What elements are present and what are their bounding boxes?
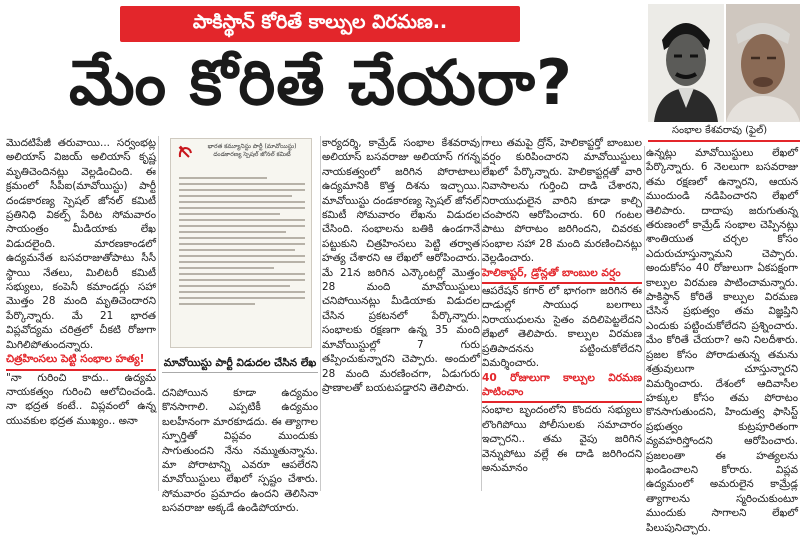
column-1-paragraph: మొదటిపేజీ తరువాయి... సర్వంభట్ల అలియాస్ విజయ్ అలియాస్ కృష్ణ మృతిచెందినట్లు వెల్లడించింది. ఈ క్రమంలో సీపీఐ(మావోయిస్టు) పార్టీ దండకారణ్య స్పెషల్ జోనల్ కమిటీ ప్రతినిధి వికల్ప్ పేరిట సోమవారం సాయంత్రం మీడియాకు లేఖ విడుదలైంది. మారణకాండలో ఉద్యమనేత బసవరాజుతోపాటు సీసీ స్థాయి నేతలు, మిలిటరీ కమిటీ సభ్యులు, కంపెనీ కమాండర్లు సహా మొత్తం 28 మంది మృతిచెందారని పేర్కొన్నారు. మే 21 భారత విప్లవోద్యమ చరిత్రలో చీకటి రోజుగా మిగిలిపోతుందన్నారు.: [6, 137, 156, 351]
column-2-paragraph: దనిపోయిన కూడా ఉద్యమం కొనసాగాలి. ఎప్పటికీ ఉద్యమం బలహీనంగా మారకూడదు. ఈ త్యాగాల స్ఫూర్తితో విప్లవం ముందుకు సాగుతుందని నేను నమ్ముతున్నాను. మా పోరాటాన్ని ఎవరూ ఆపలేరని మావోయిస్టులు లేఖలో స్పష్టం చేశారు. సోమవారం ప్రమాదం ఉందని తెలిసినా బసవరాజు అక్కడే ఉండిపోయారు.: [162, 387, 318, 515]
portrait-photo-old: [726, 4, 800, 122]
portrait-old-icon: [726, 4, 800, 122]
article-column-5: [646, 146, 798, 534]
column-5-paragraph: ఉన్నట్లు మావోయిస్టులు లేఖలో పేర్కొన్నారు. 6 నెలలుగా బసవరాజు తమ రక్షణలో ఉన్నారని, ఆయన ముందుండి నడిపించారని లేఖలో తెలిపారు. దాదాపు జరుగుతున్న తరుణంలో కామ్రేడ్ సంభాల చెప్పినట్లు శాంతియుత చర్చల కోసం ఎదురుచూస్తున్నామని చెప్పారు. అందుకోసం 40 రోజులుగా ఏకపక్షంగా కాల్పుల విరమణ పాటించామన్నారు. పాకిస్థాన్ కోరితే కాల్పుల విరమణ చేసిన ప్రభుత్వం తమ విజ్ఞప్తిని ఎందుకు పట్టించుకోలేదని ప్రశ్నించారు. మేం కోరితే చేయరా? అని నిలదీశారు. ప్రజల కోసం పోరాడుతున్న తమను శత్రువులుగా చూస్తున్నారని విమర్శించారు. దేశంలో ఆదివాసీల హక్కుల కోసం తమ పోరాటం కొనసాగుతుందని, హిందుత్వ ఫాసిస్ట్ ప్రభుత్వం కుట్రపూరితంగా వ్యవహరిస్తోందని ఆరోపించారు. ప్రజలంతా ఈ హత్యలను ఖండించాలని కోరారు. విప్లవ ఉద్యమంలో అమరులైన కామ్రేడ్ల త్యాగాలను స్మరించుకుంటూ ముందుకు సాగాలని లేఖలో పిలుపునిచ్చారు.: [646, 147, 798, 534]
column-3-paragraph: కార్యదర్శి, కామ్రేడ్ సంభాల కేశవరావు అలియాస్ బసవరాజు అలియాస్ గగన్న నాయకత్వంలో జరిగిన పోరాటాలు ఉద్యమానికి కొత్త దిశను ఇచ్చాయి. మావోయిస్టు దండకారణ్య స్పెషల్ జోనల్ కమిటీ సోమవారం లేఖను విడుదల చేసింది. సంభాలను బతికి ఉండగానే పట్టుకుని చిత్రహింసలు పెట్టి తర్వాత హత్య చేశారని ఆ లేఖలో ఆరోపించారు. మే 21న జరిగిన ఎన్కౌంటర్లో మొత్తం 28 మంది మావోయిస్టులు చనిపోయినట్లు మీడియాకు విడుదల చేసిన ప్రకటనలో పేర్కొన్నారు. సంభాలకు రక్షణగా ఉన్న 35 మంది మావోయిస్టుల్లో 7 గురు తప్పించుకున్నారని చెప్పారు. అందులో 28 మంది మరణించగా, ఏడుగురు ప్రాణాలతో బయటపడ్డారని తెలిపారు.: [322, 137, 480, 394]
column-4-paragraph: గాలు తమపై ద్రోన్, హెలికాప్టర్తో బాంబుల వర్షం కురిపించారని మావోయిస్టులు లేఖలో పేర్కొన్నారు. హెలికాప్టర్లతో వారి నివాసాలను గుర్తించి దాడి చేశారని, నిరాయుధులైన వారిని కూడా కాల్చి చంపారని ఆరోపించారు. 60 గంటల పాటు పోరాటం జరిగిందని, చివరకు సంభాల సహా 28 మంది మరణించినట్లు వెల్లడించారు.: [482, 137, 642, 265]
column-divider: [158, 136, 159, 491]
photo-caption: సంభాల కేశవరావు (ఫైల్): [648, 122, 800, 142]
subhead-torture: చిత్రహింసలు పెట్టి సంభాల హత్య!: [6, 352, 156, 370]
portrait-young-icon: [648, 4, 724, 122]
letter-text-lines: [179, 177, 305, 309]
article-column-4: [482, 136, 642, 495]
kicker-banner: పాకిస్థాన్ కోరితే కాల్పుల విరమణ..: [120, 6, 520, 42]
article-column-1: [6, 136, 156, 495]
column-4-paragraph-3: సంభాల బృందంలోని కొందరు సభ్యులు లొంగిపోయి పోలీసులకు సమాచారం ఇచ్చారని.. తమ వైపు జరిగిన వెన్నుపోటు వల్లే ఈ దాడి జరిగిందని అనుమానం: [482, 404, 642, 474]
column-4-paragraph-2: ఆపరేషన్ కగార్ లో భాగంగా జరిగిన ఈ దాడుల్లో సాయుధ బలగాలు నిరాయుధులను సైతం వదిలిపెట్టలేదని లేఖలో తెలిపారు. కాల్పుల విరమణ ప్రతిపాదనను పట్టించుకోలేదని విమర్శించారు.: [482, 285, 642, 370]
letter-document: [170, 138, 312, 348]
article-column-3: [322, 136, 480, 495]
headline: మేం కోరితే చేయరా?: [69, 46, 573, 119]
column-divider: [644, 146, 645, 491]
letter-caption: మావోయిస్టు పార్టీ విడుదల చేసిన లేఖ: [162, 356, 318, 373]
hammer-sickle-icon: [177, 145, 193, 161]
article-column-2: [162, 386, 318, 515]
letter-image: [162, 136, 318, 352]
column-divider: [320, 136, 321, 491]
subhead-ceasefire: 40 రోజులుగా కాల్పుల విరమణ పాటించాం: [482, 371, 642, 404]
subhead-bombing: హెలికాప్టర్, డ్రోన్లతో బాంబుల వర్షం: [482, 266, 642, 284]
letter-heading: భారత కమ్యూనిస్టు పార్టీ (మావోయిస్టు) దండకారణ్య స్పెషల్ జోనల్ కమిటీ: [207, 143, 297, 158]
portrait-photo-young: [648, 4, 724, 122]
column-1-paragraph-2: "నా గురించి కాదు.. ఉద్యమ నాయకత్వం గురించి ఆలోచించండి. నా భద్రత కంటే.. విప్లవంలో ఉన్న యువకుల భద్రత ముఖ్యం.. అనా: [6, 371, 156, 427]
